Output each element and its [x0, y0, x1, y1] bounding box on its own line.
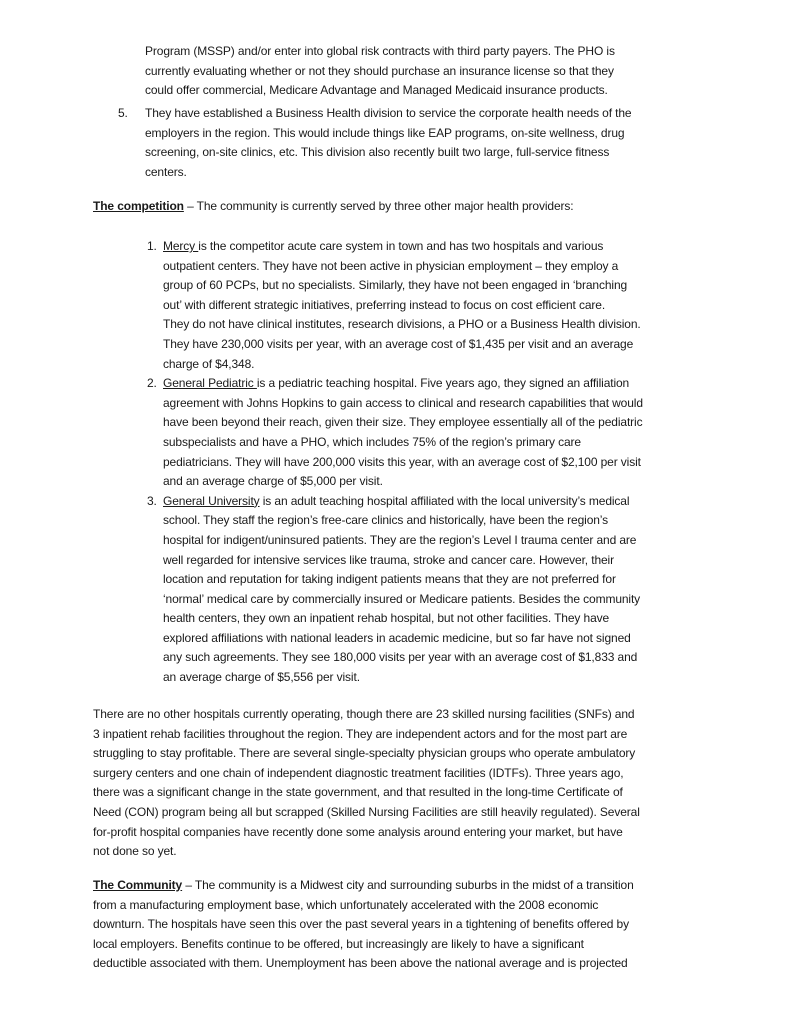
text-line: an average charge of $5,556 per visit. [163, 670, 360, 685]
text-line: They have 230,000 visits per year, with an average cost of $1,435 per visit and an average [163, 336, 634, 351]
text-line: Program (MSSP) and/or enter into global risk contracts with third party payers. The PHO is [145, 44, 615, 58]
text-line: outpatient centers. They have not been active in physician employment – they employ a [163, 258, 619, 273]
text-line: explored affiliations with national leaders in academic medicine, but so far have not signed [163, 630, 631, 645]
text-line: deductible associated with them. Unemployment has been above the national average and is projected [93, 956, 628, 971]
text-line: out’ with different strategic initiatives, preferring instead to focus on cost efficient care. [163, 297, 606, 312]
text-line: not done so yet. [93, 844, 177, 859]
text-line: location and reputation for taking indigent patients means that they are not preferred for [163, 572, 616, 587]
community-paragraph [93, 876, 634, 974]
text-line: They have established a Business Health division to service the corporate health needs of the [145, 106, 632, 120]
text-line: pediatricians. They will have 200,000 visits this year, with an average cost of $2,100 per visit [163, 454, 641, 469]
competitor-name: Mercy [163, 239, 199, 253]
text-line [163, 374, 643, 394]
text-line: school. They staff the region’s free-care clinics and historically, have been the region’s [163, 513, 609, 528]
competition-heading: The competition [93, 199, 184, 213]
community-first-line: – The community is a Midwest city and surrounding suburbs in the midst of a transition [182, 878, 634, 892]
text-line: struggling to stay profitable. There are several single-specialty physician groups who operate ambulatory [93, 746, 636, 761]
competitor-item [147, 237, 643, 374]
text-line: They do not have clinical institutes, research divisions, a PHO or a Business Health division. [163, 317, 641, 332]
text-line: health centers, they own an inpatient rehab hospital, but not other facilities. They have [163, 611, 610, 626]
text-line: currently evaluating whether or not they should purchase an insurance license so that they [145, 63, 614, 78]
text-line: hospital for indigent/uninsured patients. They are the region’s Level I trauma center and are [163, 532, 637, 547]
list-number: 2. [147, 376, 157, 391]
text-line: charge of $4,348. [163, 356, 255, 371]
text-line: employers in the region. This would include things like EAP programs, on-site wellness, drug [145, 125, 625, 140]
competitor-description: is the competitor acute care system in town and has two hospitals and various [198, 239, 604, 253]
text-line [163, 237, 643, 257]
competitor-description: is a pediatric teaching hospital. Five years ago, they signed an affiliation [256, 376, 630, 391]
text-line: There are no other hospitals currently operating, though there are 23 skilled nursing facilities (SNFs) and [93, 707, 635, 721]
text-line: for-profit hospital companies have recently done some analysis around entering your market, but have [93, 824, 623, 839]
competitor-item [147, 492, 643, 688]
text-line: there was a significant change in the state government, and that resulted in the long-time Certificate of [93, 785, 623, 800]
text-line: downturn. The hospitals have seen this over the past several years in a tightening of benefits offered by [93, 917, 629, 932]
competitor-name: General Pediatric [163, 376, 257, 391]
other-providers-paragraph [93, 705, 640, 862]
competitor-description: is an adult teaching hospital affiliated with the local university’s medical [259, 493, 630, 508]
text-line: screening, on-site clinics, etc. This division also recently built two large, full-service fitness [145, 145, 610, 160]
text-line: from a manufacturing employment base, which unfortunately accelerated with the 2008 economic [93, 897, 599, 912]
text-line: any such agreements. They see 180,000 visits per year with an average cost of $1,833 and [163, 650, 638, 665]
text-line: agreement with Johns Hopkins to gain access to clinical and research capabilities that would [163, 395, 643, 410]
text-line: have been beyond their reach, given their size. They employee essentially all of the pediatric [163, 415, 643, 430]
text-line: and an average charge of $5,000 per visit. [163, 474, 383, 489]
competition-intro [93, 197, 574, 217]
text-line: Need (CON) program being all but scrapped (Skilled Nursing Facilities are still heavily regulated). Several [93, 804, 640, 819]
competition-intro-text: – The community is currently served by three other major health providers: [183, 199, 574, 213]
text-line: group of 60 PCPs, but no specialists. Similarly, they have not been engaged in ‘branching [163, 278, 628, 293]
text-line: 3 inpatient rehab facilities throughout the region. They are independent actors and for the most part are [93, 726, 628, 741]
list-number: 3. [147, 493, 157, 508]
list-item-5 [118, 104, 631, 182]
intro-continuation [145, 42, 615, 101]
competitor-list [147, 237, 643, 688]
list-number: 5. [118, 106, 128, 120]
text-line: surgery centers and one chain of independent diagnostic treatment facilities (IDTFs). Three years ago, [93, 765, 624, 780]
text-line: ‘normal’ medical care by commercially insured or Medicare patients. Besides the community [163, 591, 641, 606]
community-heading: The Community [93, 878, 183, 892]
text-line: could offer commercial, Medicare Advantage and Managed Medicaid insurance products. [145, 83, 608, 98]
text-line: local employers. Benefits continue to be offered, but increasingly are likely to have a significant [93, 936, 584, 951]
list-number: 1. [147, 239, 157, 253]
competitor-name: General University [163, 493, 260, 508]
competitor-item [147, 374, 643, 492]
text-line: centers. [145, 164, 187, 179]
text-line: well regarded for intensive services like trauma, stroke and cancer care. However, their [163, 552, 614, 567]
text-line [163, 492, 643, 512]
text-line: subspecialists and have a PHO, which includes 75% of the region’s primary care [163, 434, 581, 449]
